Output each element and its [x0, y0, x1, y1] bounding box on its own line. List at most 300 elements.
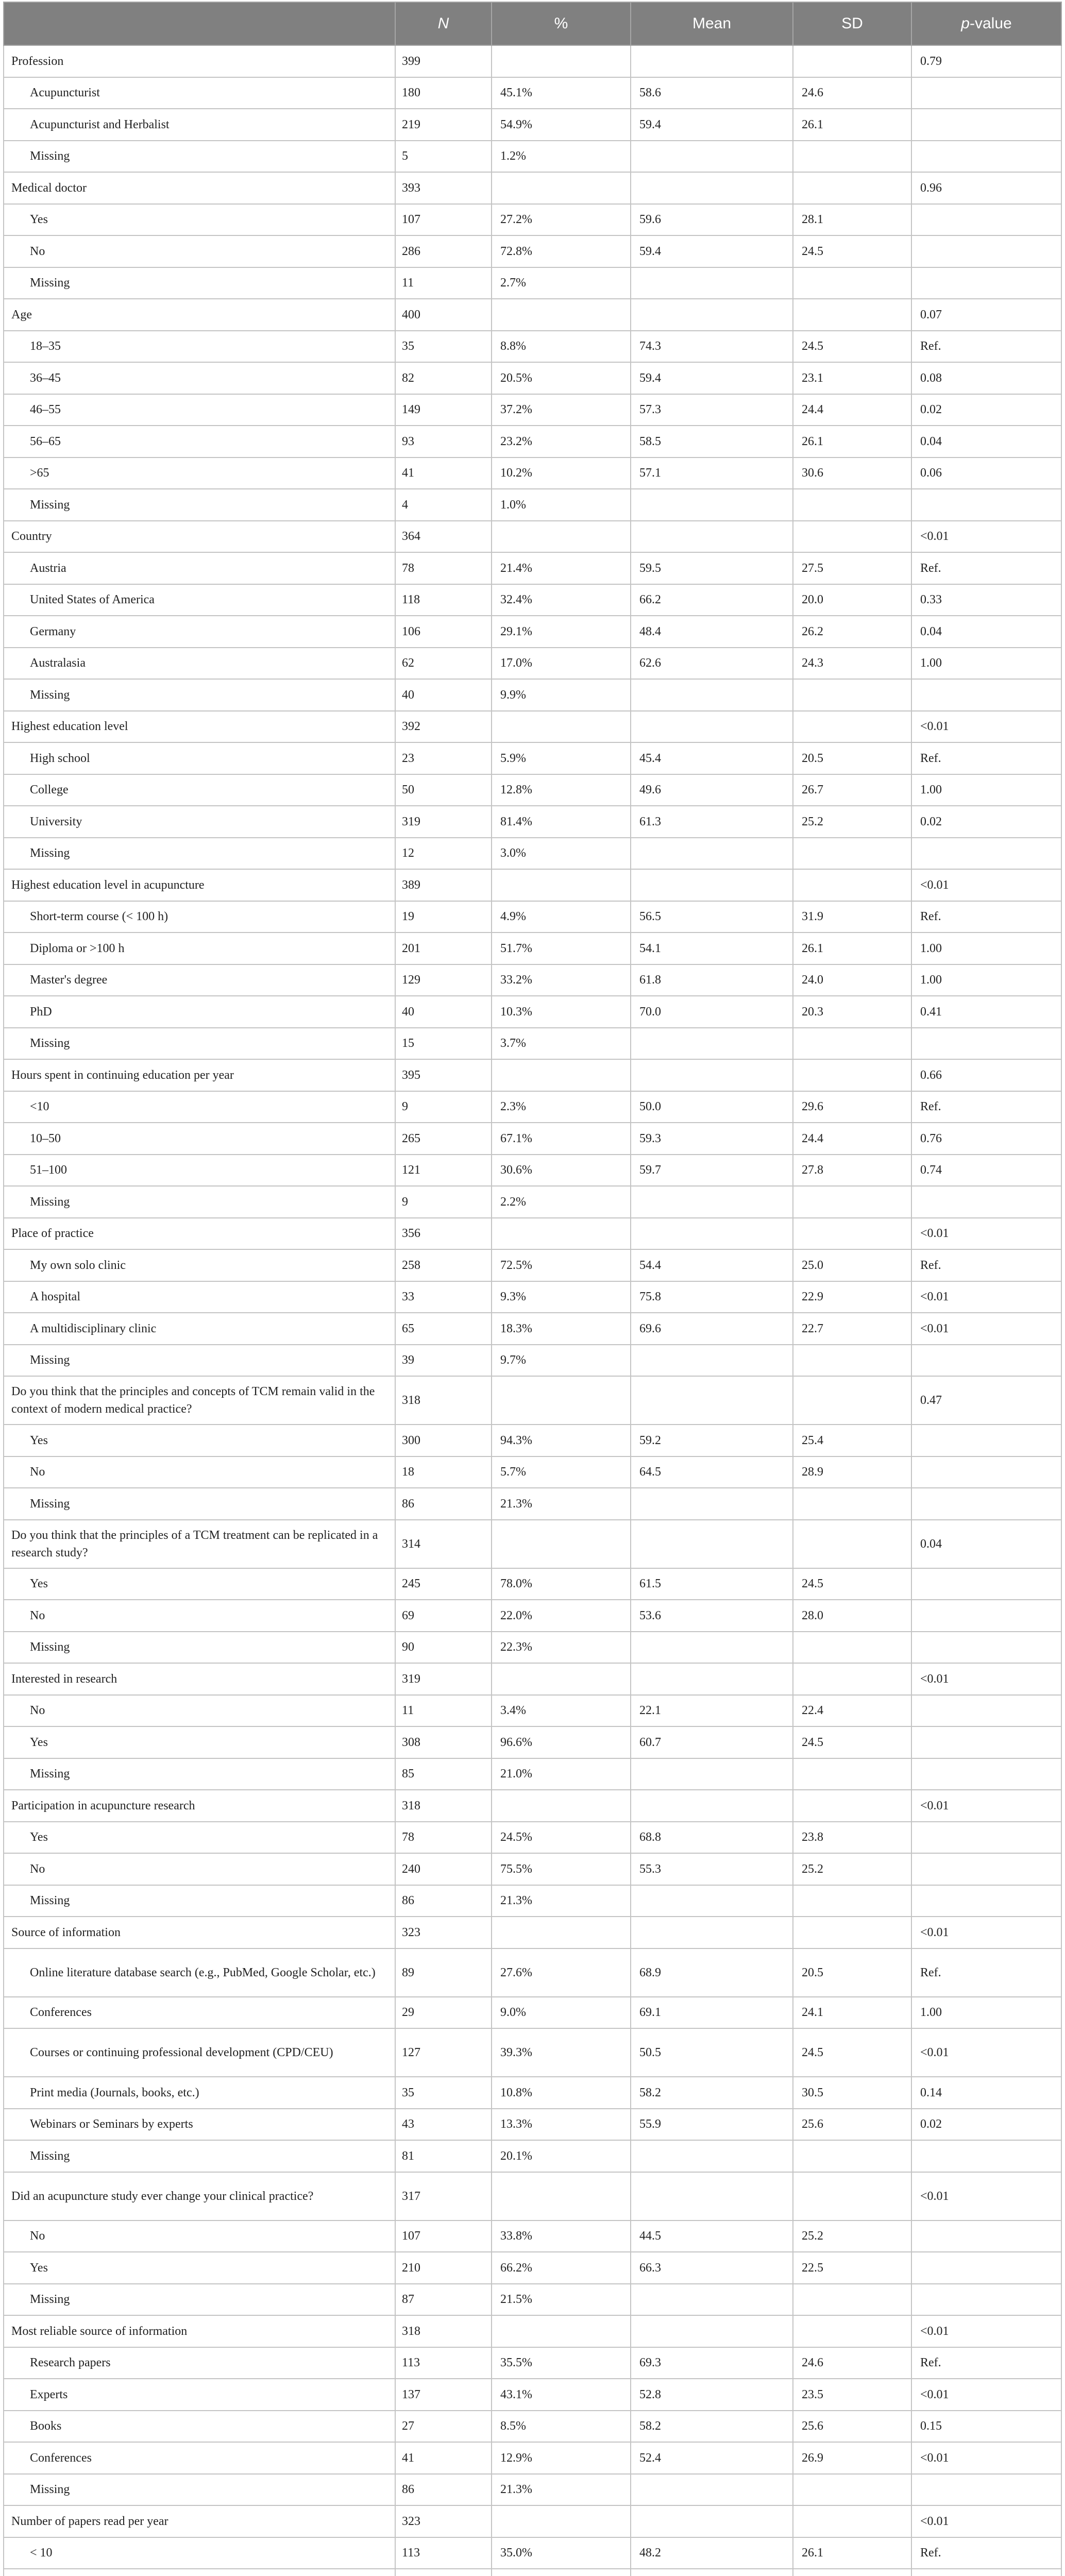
cell-mean: 54.4: [631, 1249, 793, 1281]
cell-n: 23: [395, 742, 492, 774]
cell-mean: 59.2: [631, 1425, 793, 1456]
category-row: [4, 1218, 1061, 1250]
header-p-italic: p: [961, 15, 970, 32]
cell-p-value: [911, 679, 1061, 711]
subcategory-row: [4, 1948, 1061, 1997]
subcategory-row: [4, 1488, 1061, 1520]
cell-label: Yes: [4, 2252, 395, 2284]
cell-label: Participation in acupuncture research: [4, 1790, 395, 1822]
cell-percent: [492, 2505, 631, 2537]
cell-sd: 26.1: [793, 426, 911, 457]
cell-percent: 17.0%: [492, 648, 631, 680]
subcategory-row: [4, 1155, 1061, 1187]
cell-p-value: 0.96: [911, 172, 1061, 204]
subcategory-row: [4, 362, 1061, 394]
cell-p-value: [911, 1456, 1061, 1488]
subcategory-row: [4, 2474, 1061, 2506]
cell-label: Missing: [4, 1758, 395, 1790]
cell-label: Yes: [4, 204, 395, 236]
cell-mean: [631, 2315, 793, 2347]
subcategory-row: [4, 77, 1061, 109]
cell-n: 240: [395, 1853, 492, 1885]
cell-n: 308: [395, 1726, 492, 1758]
cell-mean: 74.3: [631, 331, 793, 363]
cell-p-value: 1.00: [911, 648, 1061, 680]
cell-percent: 96.6%: [492, 1726, 631, 1758]
cell-label: Conferences: [4, 2442, 395, 2474]
cell-p-value: [911, 2284, 1061, 2316]
cell-label: 56–65: [4, 426, 395, 457]
cell-percent: 2.7%: [492, 267, 631, 299]
cell-sd: 20.5: [793, 742, 911, 774]
cell-sd: [793, 711, 911, 743]
cell-percent: 22.3%: [492, 1632, 631, 1664]
cell-label: No: [4, 1695, 395, 1727]
cell-sd: [793, 869, 911, 901]
category-row: [4, 172, 1061, 204]
cell-label: Profession: [4, 45, 395, 77]
cell-label: Do you think that the principles of a TCM treatment can be replicated in a research study?: [4, 1520, 395, 1568]
cell-label: Missing: [4, 1186, 395, 1218]
cell-percent: 21.5%: [492, 2284, 631, 2316]
cell-percent: 54.9%: [492, 109, 631, 141]
cell-label: High school: [4, 742, 395, 774]
category-row: [4, 1059, 1061, 1091]
cell-n: 393: [395, 172, 492, 204]
cell-label: No: [4, 1853, 395, 1885]
cell-mean: 62.6: [631, 648, 793, 680]
cell-n: 9: [395, 1186, 492, 1218]
cell-mean: 59.4: [631, 235, 793, 267]
cell-percent: [492, 521, 631, 553]
cell-label: Missing: [4, 1632, 395, 1664]
cell-label: Hours spent in continuing education per year: [4, 1059, 395, 1091]
cell-p-value: [911, 1028, 1061, 1060]
cell-p-value: <0.01: [911, 521, 1061, 553]
subcategory-row: [4, 1997, 1061, 2029]
cell-p-value: <0.01: [911, 2315, 1061, 2347]
cell-sd: 24.1: [793, 1997, 911, 2029]
cell-p-value: [911, 141, 1061, 173]
cell-label: Age: [4, 299, 395, 331]
cell-percent: 5.9%: [492, 742, 631, 774]
cell-label: Source of information: [4, 1917, 395, 1948]
cell-percent: 30.6%: [492, 1155, 631, 1187]
cell-percent: 10.3%: [492, 996, 631, 1028]
cell-n: 39: [395, 1345, 492, 1377]
cell-p-value: 0.07: [911, 299, 1061, 331]
cell-n: 127: [395, 2028, 492, 2077]
cell-n: 89: [395, 1948, 492, 1997]
cell-sd: 20.3: [793, 996, 911, 1028]
cell-n: 106: [395, 616, 492, 648]
cell-p-value: <0.01: [911, 1313, 1061, 1345]
cell-label: [4, 2569, 395, 2576]
cell-p-value: <0.01: [911, 2442, 1061, 2474]
cell-n: 118: [395, 584, 492, 616]
category-row: [4, 2172, 1061, 2221]
subcategory-row: [4, 1425, 1061, 1456]
cell-mean: [631, 1345, 793, 1377]
cell-p-value: 0.76: [911, 1123, 1061, 1155]
cell-n: 15: [395, 1028, 492, 1060]
cell-n: 65: [395, 1313, 492, 1345]
subcategory-row: [4, 1123, 1061, 1155]
cell-sd: 24.5: [793, 1568, 911, 1600]
cell-sd: 30.6: [793, 457, 911, 489]
cell-label: Austria: [4, 552, 395, 584]
cell-label: Country: [4, 521, 395, 553]
subcategory-row: [4, 141, 1061, 173]
subcategory-row: [4, 1695, 1061, 1727]
cell-p-value: 1.00: [911, 774, 1061, 806]
cell-percent: [492, 2569, 631, 2576]
subcategory-row: [4, 2537, 1061, 2569]
subcategory-row: [4, 204, 1061, 236]
cell-percent: 21.3%: [492, 1885, 631, 1917]
cell-label: Master's degree: [4, 964, 395, 996]
cell-p-value: 0.06: [911, 457, 1061, 489]
cell-sd: 28.1: [793, 204, 911, 236]
cell-p-value: 0.14: [911, 2077, 1061, 2109]
cell-label: United States of America: [4, 584, 395, 616]
cell-mean: 59.5: [631, 552, 793, 584]
cell-p-value: [911, 2474, 1061, 2506]
subcategory-row: [4, 616, 1061, 648]
cell-n: 86: [395, 1488, 492, 1520]
subcategory-row: [4, 584, 1061, 616]
cell-percent: 43.1%: [492, 2379, 631, 2411]
cell-sd: 24.5: [793, 331, 911, 363]
cell-mean: 54.1: [631, 933, 793, 964]
cell-label: Online literature database search (e.g., PubMed, Google Scholar, etc.): [4, 1948, 395, 1997]
subcategory-row: [4, 267, 1061, 299]
cell-mean: 55.9: [631, 2109, 793, 2141]
cell-p-value: 0.02: [911, 394, 1061, 426]
cell-n: 245: [395, 1568, 492, 1600]
cell-label: Missing: [4, 1885, 395, 1917]
cell-p-value: 0.66: [911, 1059, 1061, 1091]
cell-label: 51–100: [4, 1155, 395, 1187]
cell-p-value: Ref.: [911, 1249, 1061, 1281]
cell-percent: 23.2%: [492, 426, 631, 457]
cell-p-value: [911, 1695, 1061, 1727]
cell-p-value: [911, 1822, 1061, 1854]
cell-p-value: <0.01: [911, 2505, 1061, 2537]
cell-label: Acupuncturist and Herbalist: [4, 109, 395, 141]
cell-p-value: <0.01: [911, 1663, 1061, 1695]
cell-label: A hospital: [4, 1281, 395, 1313]
cell-p-value: Ref.: [911, 742, 1061, 774]
cell-mean: 49.6: [631, 774, 793, 806]
cell-n: 389: [395, 869, 492, 901]
header-p-value: [911, 2, 1061, 45]
cell-p-value: [911, 2140, 1061, 2172]
cell-percent: 21.3%: [492, 1488, 631, 1520]
cell-percent: 21.4%: [492, 552, 631, 584]
cell-percent: 66.2%: [492, 2252, 631, 2284]
cell-mean: [631, 1790, 793, 1822]
cell-sd: [793, 141, 911, 173]
cell-sd: [793, 1376, 911, 1425]
cell-n: 400: [395, 299, 492, 331]
cell-p-value: 0.02: [911, 2109, 1061, 2141]
cell-p-value: [911, 267, 1061, 299]
cell-mean: 64.5: [631, 1456, 793, 1488]
cell-mean: 60.7: [631, 1726, 793, 1758]
cell-mean: 66.2: [631, 584, 793, 616]
cell-n: 12: [395, 838, 492, 870]
cell-label: Short-term course (< 100 h): [4, 901, 395, 933]
cell-label: Courses or continuing professional development (CPD/CEU): [4, 2028, 395, 2077]
cell-sd: [793, 1186, 911, 1218]
cell-sd: [793, 2569, 911, 2576]
subcategory-row: [4, 2284, 1061, 2316]
cell-label: Missing: [4, 2140, 395, 2172]
cell-percent: 81.4%: [492, 806, 631, 838]
cell-percent: [492, 2172, 631, 2221]
cell-n: 4: [395, 489, 492, 521]
cell-mean: [631, 869, 793, 901]
cell-percent: [492, 45, 631, 77]
category-row: [4, 1663, 1061, 1695]
category-row: [4, 1917, 1061, 1948]
cell-label: No: [4, 2221, 395, 2252]
cell-sd: [793, 1790, 911, 1822]
cell-p-value: [911, 1885, 1061, 1917]
subcategory-row: [4, 1456, 1061, 1488]
cell-label: No: [4, 235, 395, 267]
cell-mean: [631, 711, 793, 743]
cell-percent: 27.2%: [492, 204, 631, 236]
cell-sd: 22.7: [793, 1313, 911, 1345]
cell-sd: [793, 299, 911, 331]
cell-p-value: Ref.: [911, 1948, 1061, 1997]
cell-n: 314: [395, 1520, 492, 1568]
cell-sd: [793, 521, 911, 553]
cell-label: PhD: [4, 996, 395, 1028]
cell-n: 107: [395, 204, 492, 236]
cell-mean: [631, 45, 793, 77]
cell-label: College: [4, 774, 395, 806]
cell-sd: 23.1: [793, 362, 911, 394]
cell-sd: 22.9: [793, 1281, 911, 1313]
category-row: [4, 1790, 1061, 1822]
cell-mean: [631, 267, 793, 299]
cell-mean: 59.4: [631, 109, 793, 141]
cell-percent: 32.4%: [492, 584, 631, 616]
cell-mean: 48.4: [631, 616, 793, 648]
cell-p-value: [911, 1568, 1061, 1600]
cell-label: 10–50: [4, 1123, 395, 1155]
cell-n: 27: [395, 2411, 492, 2443]
subcategory-row: [4, 331, 1061, 363]
cell-n: 86: [395, 2474, 492, 2506]
cell-percent: 13.3%: [492, 2109, 631, 2141]
cell-n: 78: [395, 552, 492, 584]
cell-n: 18: [395, 1456, 492, 1488]
cell-mean: 69.6: [631, 1313, 793, 1345]
cell-p-value: [911, 1853, 1061, 1885]
cell-mean: [631, 489, 793, 521]
cell-sd: 24.4: [793, 1123, 911, 1155]
cell-percent: 78.0%: [492, 1568, 631, 1600]
cell-n: 317: [395, 2172, 492, 2221]
cell-label: Highest education level: [4, 711, 395, 743]
cell-mean: [631, 1885, 793, 1917]
cell-n: 41: [395, 2442, 492, 2474]
cell-n: 86: [395, 1885, 492, 1917]
cell-n: 129: [395, 964, 492, 996]
cell-n: 90: [395, 1632, 492, 1664]
cell-mean: 59.6: [631, 204, 793, 236]
cell-percent: [492, 172, 631, 204]
cell-mean: 70.0: [631, 996, 793, 1028]
cell-p-value: <0.01: [911, 711, 1061, 743]
cell-n: 87: [395, 2284, 492, 2316]
cell-sd: [793, 2172, 911, 2221]
cell-n: 50: [395, 774, 492, 806]
cell-percent: [492, 1520, 631, 1568]
subcategory-row: [4, 1028, 1061, 1060]
category-row: [4, 2505, 1061, 2537]
cell-n: 323: [395, 1917, 492, 1948]
cell-mean: 68.9: [631, 1948, 793, 1997]
cell-mean: 69.3: [631, 2347, 793, 2379]
cell-n: 85: [395, 1758, 492, 1790]
subcategory-row: [4, 2140, 1061, 2172]
cell-mean: 57.3: [631, 394, 793, 426]
cell-p-value: [911, 1632, 1061, 1664]
cell-mean: [631, 1376, 793, 1425]
cell-sd: [793, 1885, 911, 1917]
results-table: [3, 2, 1062, 2576]
cell-percent: 8.8%: [492, 331, 631, 363]
cell-mean: 58.6: [631, 77, 793, 109]
subcategory-row: [4, 2569, 1061, 2576]
cell-p-value: 0.15: [911, 2411, 1061, 2443]
cell-mean: [631, 1218, 793, 1250]
cell-label: Books: [4, 2411, 395, 2443]
header-sd: SD: [793, 2, 911, 45]
cell-label: Missing: [4, 1028, 395, 1060]
cell-n: 69: [395, 1600, 492, 1632]
cell-n: 395: [395, 1059, 492, 1091]
header-percent: %: [492, 2, 631, 45]
cell-p-value: [911, 1758, 1061, 1790]
cell-n: 78: [395, 1822, 492, 1854]
cell-percent: [492, 1218, 631, 1250]
cell-sd: [793, 267, 911, 299]
cell-p-value: <0.01: [911, 869, 1061, 901]
cell-sd: [793, 2284, 911, 2316]
cell-percent: 12.8%: [492, 774, 631, 806]
cell-percent: 8.5%: [492, 2411, 631, 2443]
cell-sd: 23.8: [793, 1822, 911, 1854]
cell-p-value: 0.41: [911, 996, 1061, 1028]
cell-percent: 94.3%: [492, 1425, 631, 1456]
cell-n: 210: [395, 2252, 492, 2284]
subcategory-row: [4, 235, 1061, 267]
subcategory-row: [4, 394, 1061, 426]
cell-sd: [793, 1520, 911, 1568]
cell-n: 149: [395, 394, 492, 426]
cell-n: 319: [395, 1663, 492, 1695]
cell-n: 201: [395, 933, 492, 964]
cell-n: 318: [395, 2315, 492, 2347]
cell-label: Number of papers read per year: [4, 2505, 395, 2537]
cell-percent: 35.0%: [492, 2537, 631, 2569]
cell-sd: [793, 1917, 911, 1948]
cell-n: 62: [395, 648, 492, 680]
cell-sd: [793, 2315, 911, 2347]
cell-label: 18–35: [4, 331, 395, 363]
cell-label: No: [4, 1456, 395, 1488]
cell-sd: 24.0: [793, 964, 911, 996]
category-row: [4, 2315, 1061, 2347]
cell-percent: 5.7%: [492, 1456, 631, 1488]
cell-label: Acupuncturist: [4, 77, 395, 109]
cell-mean: 53.6: [631, 1600, 793, 1632]
cell-mean: [631, 299, 793, 331]
cell-sd: [793, 45, 911, 77]
cell-sd: [793, 1758, 911, 1790]
category-row: [4, 711, 1061, 743]
cell-percent: 33.8%: [492, 2221, 631, 2252]
cell-n: 5: [395, 141, 492, 173]
cell-p-value: [911, 1488, 1061, 1520]
cell-mean: [631, 679, 793, 711]
subcategory-row: [4, 109, 1061, 141]
cell-label: Experts: [4, 2379, 395, 2411]
cell-sd: [793, 679, 911, 711]
cell-mean: 58.5: [631, 426, 793, 457]
cell-n: 81: [395, 2140, 492, 2172]
cell-mean: 61.8: [631, 964, 793, 996]
cell-sd: [793, 2505, 911, 2537]
cell-label: 46–55: [4, 394, 395, 426]
subcategory-row: [4, 1758, 1061, 1790]
subcategory-row: [4, 774, 1061, 806]
cell-p-value: [911, 1186, 1061, 1218]
cell-percent: 2.3%: [492, 1091, 631, 1123]
cell-n: 19: [395, 901, 492, 933]
cell-p-value: [911, 1345, 1061, 1377]
cell-percent: 21.0%: [492, 1758, 631, 1790]
subcategory-row: [4, 552, 1061, 584]
cell-percent: 35.5%: [492, 2347, 631, 2379]
cell-p-value: 0.79: [911, 45, 1061, 77]
cell-mean: [631, 1663, 793, 1695]
cell-percent: [492, 1059, 631, 1091]
cell-mean: 52.4: [631, 2442, 793, 2474]
cell-sd: 22.4: [793, 1695, 911, 1727]
cell-mean: 52.8: [631, 2379, 793, 2411]
subcategory-row: [4, 679, 1061, 711]
cell-p-value: <0.01: [911, 2379, 1061, 2411]
cell-p-value: 0.74: [911, 1155, 1061, 1187]
cell-n: 93: [395, 426, 492, 457]
cell-p-value: <0.01: [911, 2172, 1061, 2221]
category-row: [4, 521, 1061, 553]
cell-p-value: <0.01: [911, 1917, 1061, 1948]
cell-percent: 72.8%: [492, 235, 631, 267]
cell-sd: 25.6: [793, 2109, 911, 2141]
cell-percent: 1.0%: [492, 489, 631, 521]
cell-n: 121: [395, 1155, 492, 1187]
cell-label: Missing: [4, 1488, 395, 1520]
subcategory-row: [4, 2411, 1061, 2443]
